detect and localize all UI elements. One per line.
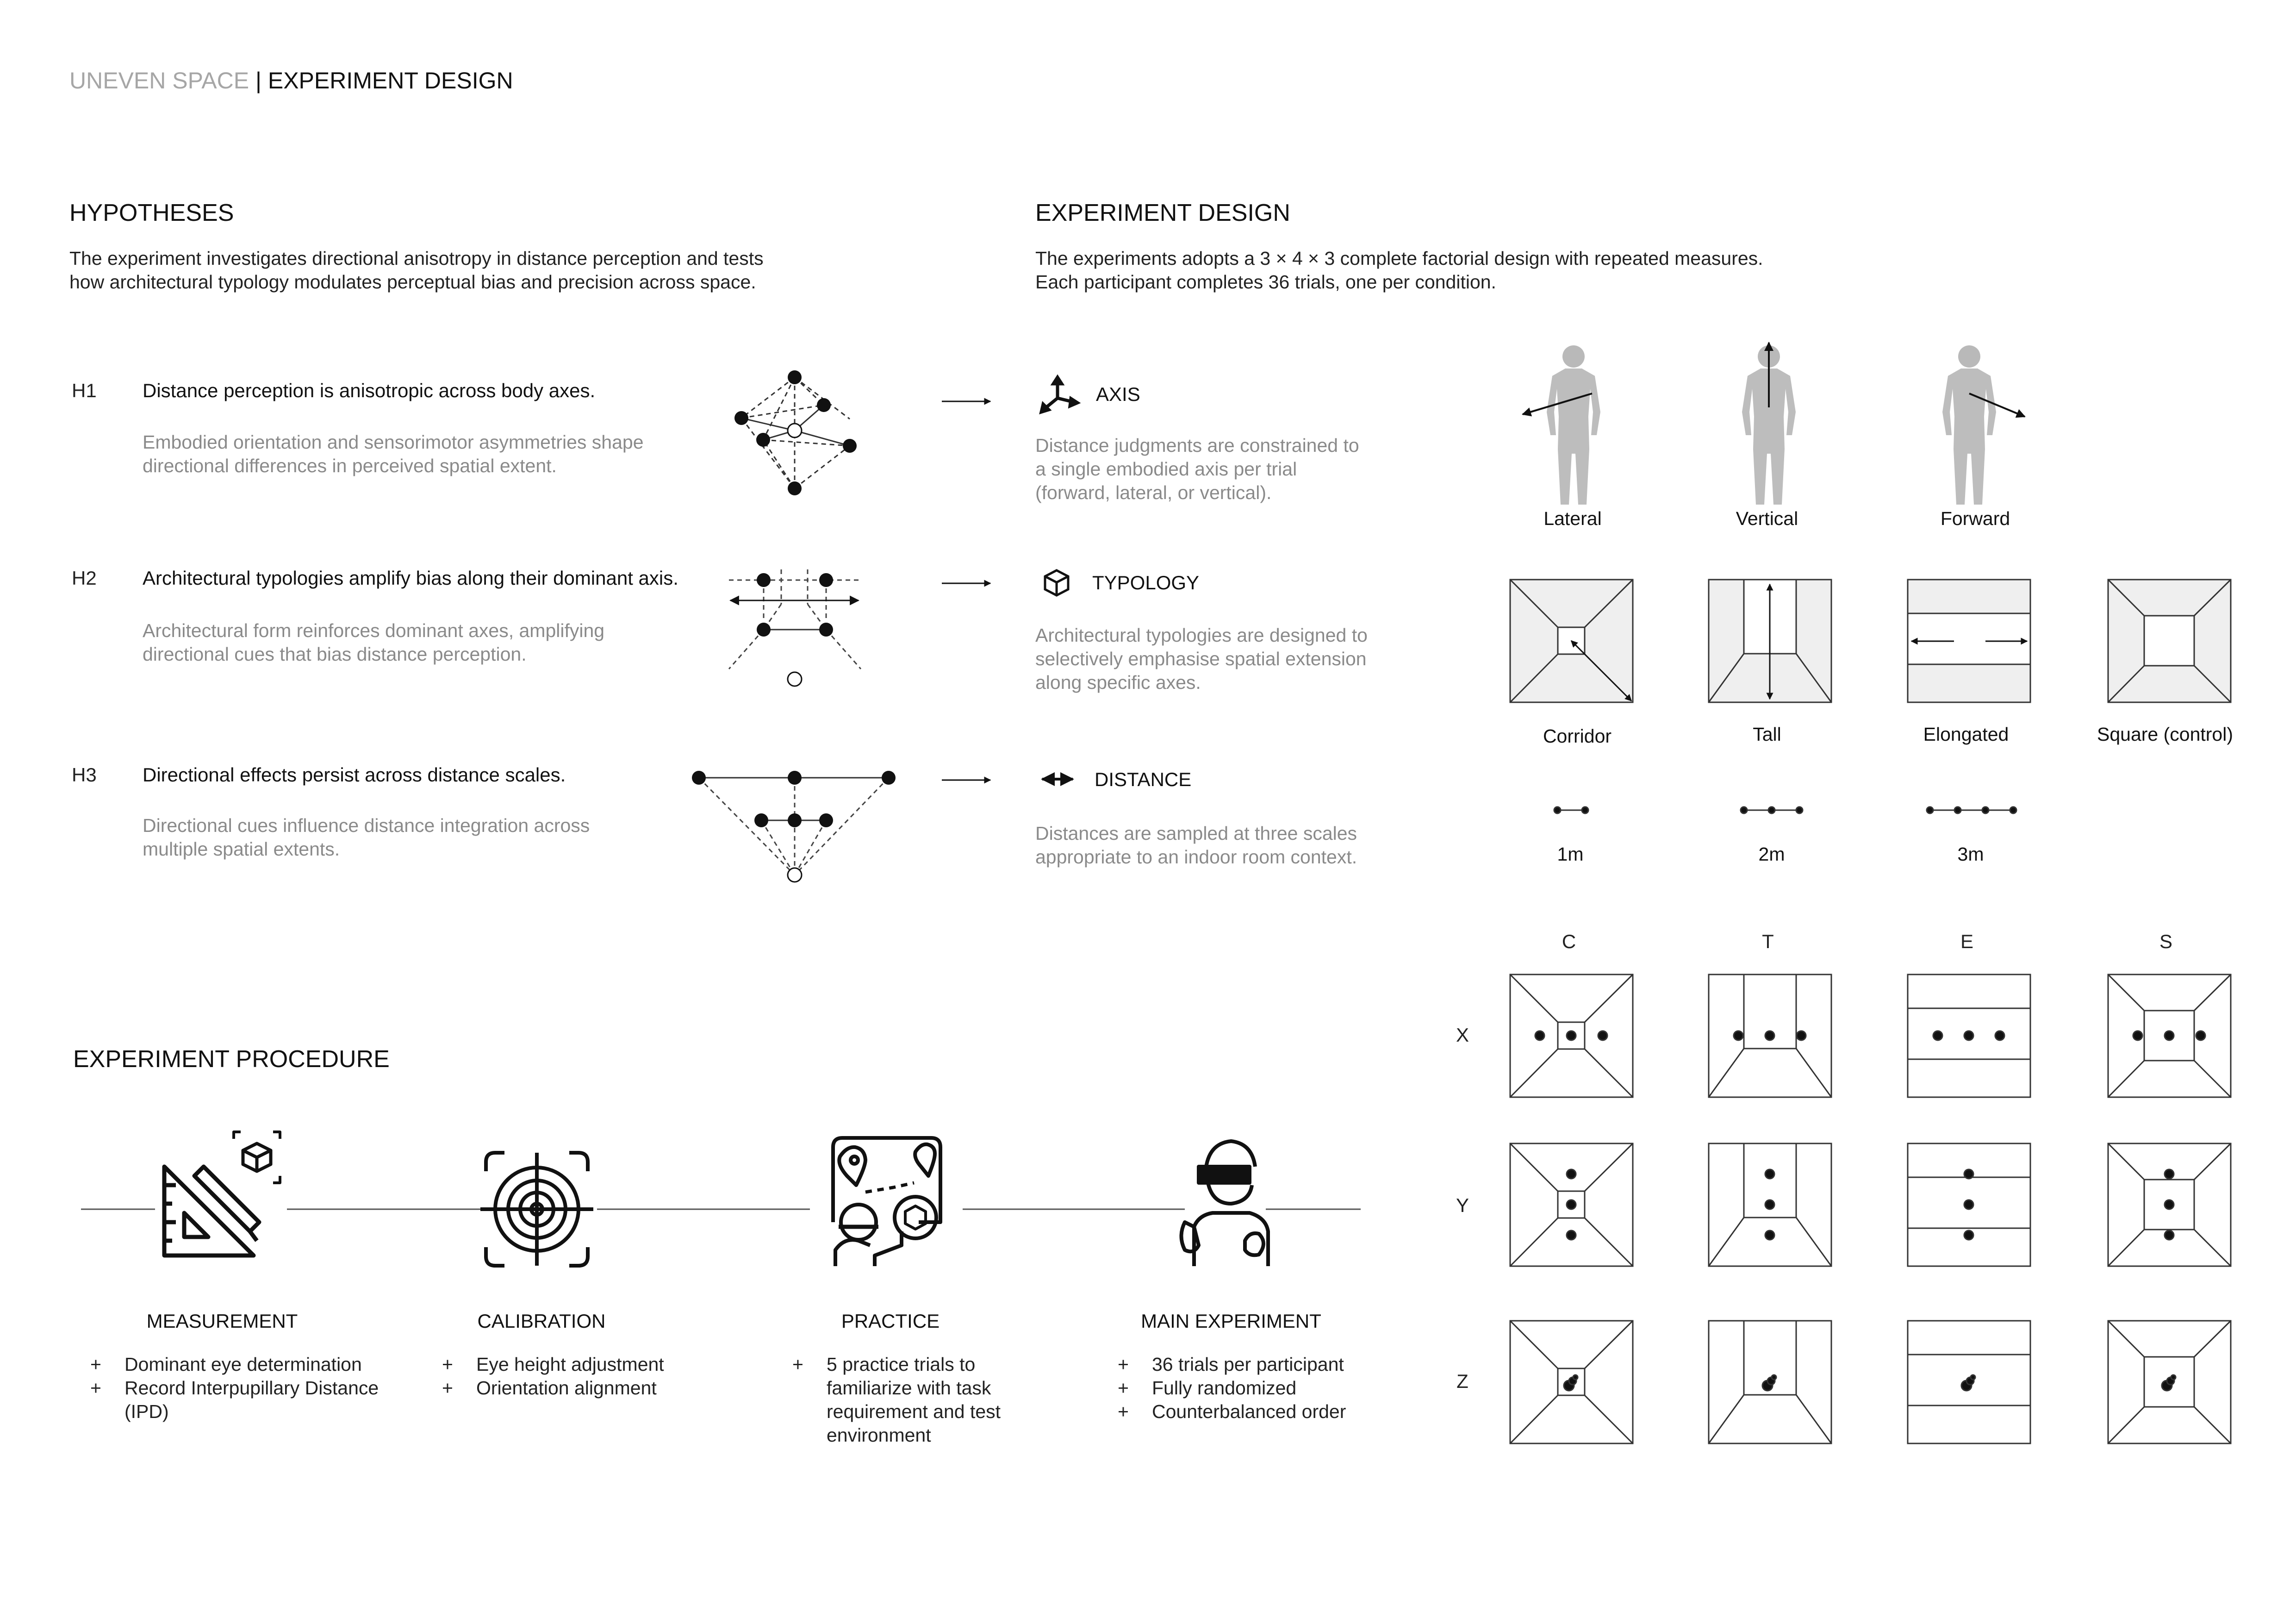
plus-bullet: +: [1118, 1401, 1129, 1422]
distance-1m: 1m: [1557, 843, 1584, 865]
hypothesis-text: Directional effects persist across distance scales.: [143, 764, 566, 786]
typology-tall-diagram: [1709, 580, 1831, 702]
cell-c-x: [1510, 974, 1633, 1097]
list-item-text: Record Interpupillary Distance (IPD): [124, 1377, 379, 1422]
design-title: EXPERIMENT DESIGN: [1035, 200, 1290, 226]
hypothesis-id: H1: [72, 380, 97, 401]
point: [819, 623, 833, 637]
factor-typology-label: TYPOLOGY: [1092, 572, 1200, 593]
typology-tall: Tall: [1753, 724, 1781, 745]
factor-desc-line: a single embodied axis per trial: [1035, 458, 1297, 480]
cube-icon: [1045, 570, 1068, 595]
typology-elongated-diagram: [1908, 580, 2030, 702]
cell-e-z: [1908, 1321, 2030, 1443]
distance-3m-glyph: [1927, 807, 2016, 813]
axis-level-lateral: Lateral: [1543, 508, 1602, 529]
list-item-text: Orientation alignment: [476, 1377, 657, 1399]
point: [788, 481, 802, 495]
cell-s-y: [2108, 1143, 2231, 1266]
axis-level-vertical: Vertical: [1736, 508, 1798, 529]
hypothesis-desc-line: Embodied orientation and sensorimotor asymmetries shape: [143, 431, 644, 453]
matrix-col-c: C: [1562, 931, 1576, 952]
forward-figure: [1942, 345, 2025, 505]
step-main-label: MAIN EXPERIMENT: [1141, 1310, 1321, 1332]
factor-desc-line: Distances are sampled at three scales: [1035, 823, 1357, 844]
point: [882, 771, 896, 785]
target-icon: [480, 1153, 593, 1266]
matrix-row-y: Y: [1456, 1194, 1469, 1216]
plus-bullet: +: [442, 1354, 453, 1375]
axis-icon: [1041, 377, 1077, 412]
step-calibration-label: CALIBRATION: [477, 1310, 606, 1332]
cell-t-x: [1709, 974, 1831, 1097]
factor-desc-line: selectively emphasise spatial extension: [1035, 648, 1367, 669]
list-item-text: Eye height adjustment: [476, 1354, 664, 1375]
point: [817, 398, 831, 412]
distance-1m-glyph: [1554, 807, 1588, 813]
hypothesis-desc-line: directional cues that bias distance perception.: [143, 643, 527, 665]
matrix-row-z: Z: [1456, 1370, 1468, 1392]
point: [819, 813, 833, 827]
cell-c-y: [1510, 1143, 1633, 1266]
hypothesis-id: H3: [72, 764, 97, 786]
list-item-text: Fully randomized: [1152, 1377, 1297, 1399]
matrix-col-s: S: [2159, 931, 2172, 952]
distance-2m-glyph: [1741, 807, 1803, 813]
plus-bullet: +: [1118, 1354, 1129, 1375]
condition-matrix: [1510, 974, 2231, 1443]
factor-desc-line: appropriate to an indoor room context.: [1035, 846, 1357, 868]
matrix-row-x: X: [1456, 1024, 1469, 1046]
hypothesis-id: H2: [72, 567, 97, 589]
factor-desc-line: (forward, lateral, or vertical).: [1035, 482, 1272, 503]
factor-distance-label: DISTANCE: [1095, 768, 1192, 790]
page-subtitle: | EXPERIMENT DESIGN: [255, 68, 513, 94]
plus-bullet: +: [442, 1377, 453, 1399]
vertical-figure: [1742, 343, 1796, 505]
hypotheses-intro-line: how architectural typology modulates perceptual bias and precision across space.: [69, 271, 756, 293]
plus-bullet: +: [1118, 1377, 1129, 1399]
project-name: UNEVEN SPACE: [69, 68, 249, 94]
distance-3m: 3m: [1957, 843, 1984, 865]
lateral-figure: [1523, 345, 1600, 505]
point: [756, 433, 770, 447]
procedure-title: EXPERIMENT PROCEDURE: [73, 1046, 390, 1073]
point: [754, 813, 768, 827]
plus-bullet: +: [90, 1377, 101, 1399]
hypothesis-desc-line: Directional cues influence distance integration across: [143, 815, 590, 836]
typology-square-diagram: [2108, 580, 2231, 702]
distance-2m: 2m: [1758, 843, 1785, 865]
plus-bullet: +: [792, 1354, 803, 1375]
matrix-col-t: T: [1762, 931, 1774, 952]
factor-desc-line: Architectural typologies are designed to: [1035, 625, 1368, 646]
design-intro-line: The experiments adopts a 3 × 4 × 3 complete factorial design with repeated measures.: [1035, 248, 1763, 269]
list-item-text: 36 trials per participant: [1152, 1354, 1344, 1375]
hypothesis-text: Architectural typologies amplify bias along their dominant axis.: [143, 567, 678, 589]
typology-square: Square (control): [2097, 724, 2233, 745]
practice-icon: [833, 1138, 940, 1266]
hypotheses-title: HYPOTHESES: [69, 200, 234, 226]
cell-t-y: [1709, 1143, 1831, 1266]
factor-desc-line: Distance judgments are constrained to: [1035, 435, 1359, 456]
typology-corridor: Corridor: [1543, 725, 1612, 747]
point: [692, 771, 706, 785]
origin: [788, 868, 802, 882]
hypothesis-text: Distance perception is anisotropic across body axes.: [143, 380, 596, 401]
factor-desc-line: along specific axes.: [1035, 672, 1201, 693]
step-measurement-label: MEASUREMENT: [146, 1310, 298, 1332]
axis-level-forward: Forward: [1940, 508, 2010, 529]
h1-origin: [788, 424, 802, 437]
point: [757, 573, 771, 587]
measurement-icon: [164, 1132, 280, 1255]
point: [757, 623, 771, 637]
cell-s-x: [2108, 974, 2231, 1097]
point: [843, 439, 857, 453]
vr-headset-user-icon: [1182, 1141, 1269, 1266]
cell-s-z: [2108, 1321, 2231, 1443]
list-item-text: Counterbalanced order: [1152, 1401, 1346, 1422]
point: [788, 370, 802, 384]
list-item-text: 5 practice trials to familiarize with task requirement and test environment: [827, 1354, 1001, 1446]
h2-diagram: [729, 569, 861, 686]
cell-e-x: [1908, 974, 2030, 1097]
point: [819, 573, 833, 587]
typology-corridor-diagram: [1510, 580, 1633, 702]
point: [788, 813, 802, 827]
factor-axis-label: AXIS: [1096, 383, 1140, 405]
cell-e-y: [1908, 1143, 2030, 1266]
hypothesis-desc-line: Architectural form reinforces dominant axes, amplifying: [143, 620, 605, 641]
design-intro-line: Each participant completes 36 trials, one per condition.: [1035, 271, 1496, 293]
hypothesis-desc-line: multiple spatial extents.: [143, 838, 340, 860]
origin: [788, 672, 802, 686]
list-item-text: Dominant eye determination: [124, 1354, 362, 1375]
plus-bullet: +: [90, 1354, 101, 1375]
hypothesis-desc-line: directional differences in perceived spatial extent.: [143, 455, 557, 476]
matrix-col-e: E: [1960, 931, 1973, 952]
point: [734, 411, 748, 425]
point: [788, 771, 802, 785]
cell-c-z: [1510, 1321, 1633, 1443]
cell-t-z: [1709, 1321, 1831, 1443]
typology-elongated: Elongated: [1923, 724, 2009, 745]
hypotheses-intro-line: The experiment investigates directional anisotropy in distance perception and tests: [69, 248, 764, 269]
step-practice-label: PRACTICE: [841, 1310, 940, 1332]
h3-diagram: [692, 771, 896, 882]
